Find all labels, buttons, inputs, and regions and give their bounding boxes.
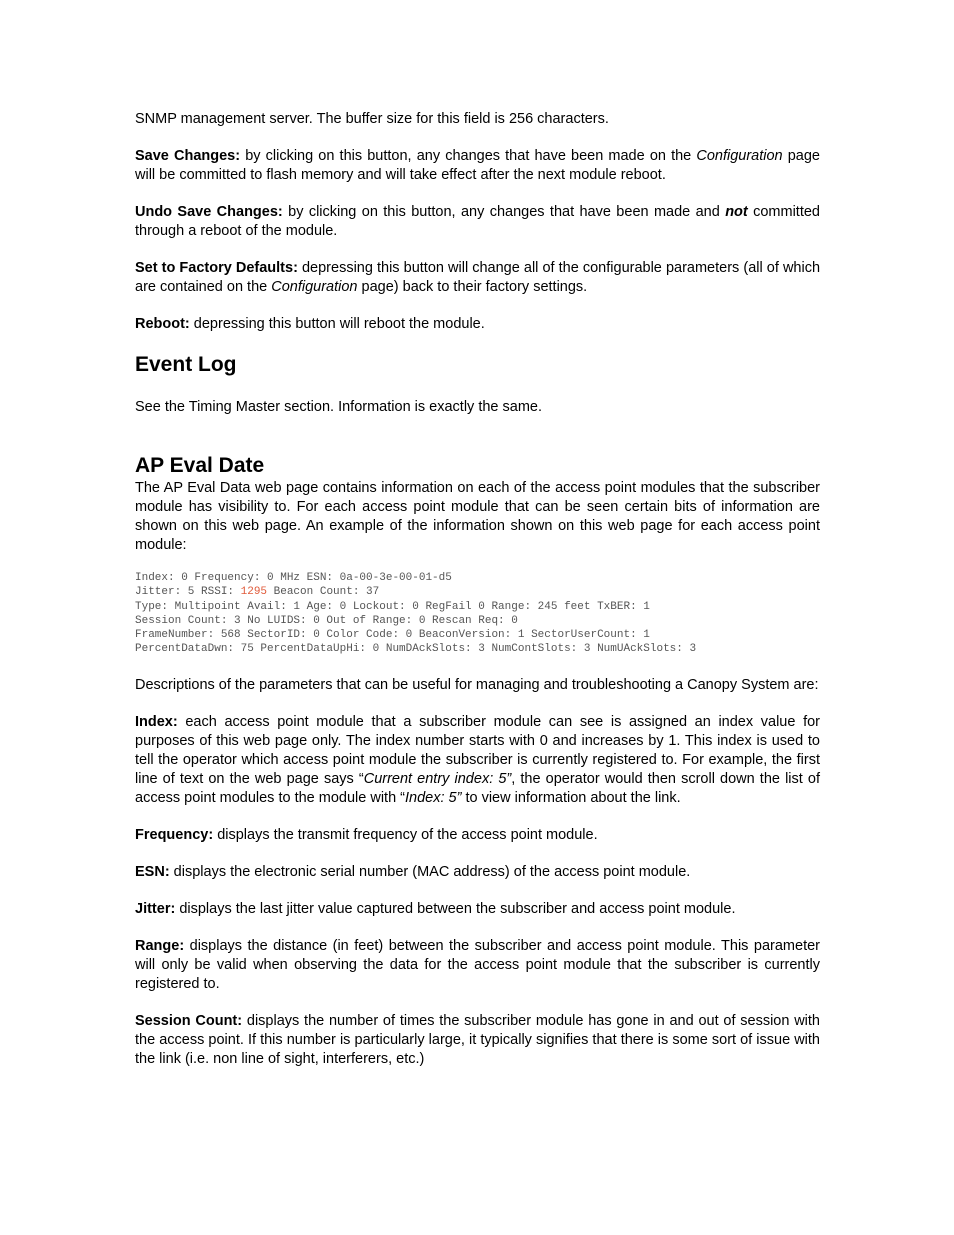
- document-page: [135, 110, 820, 1069]
- descriptions-paragraph: Descriptions of the parameters that can be useful for managing and troubleshooting a Canopy System are:: [135, 676, 819, 693]
- reboot-paragraph: Reboot: depressing this button will reboot the module.: [135, 316, 485, 332]
- term-range: Range:: [135, 937, 185, 954]
- ap-eval-paragraph: The AP Eval Data web page contains information on each of the access point modules that the subscriber module has visibility to. For each access point module that can be seen certain bits of information are shown on this web page. An example of the information shown on this web page for each access point module:: [135, 480, 820, 553]
- index-paragraph: Index: each access point module that a subscriber module can see is assigned an index value for purposes of this web page only. The index number starts with 0 and increases by 1. This index is used to tell the operator which access point module the subscriber is currently registered to. For example, the first line of text on the web page says “Current entry index: 5”, the operator would then scroll down the list of access point modules to the module with “Index: 5” to view information about the link.: [135, 713, 820, 806]
- term-frequency: Frequency:: [135, 826, 214, 843]
- event-log-heading: Event Log: [135, 353, 237, 376]
- rssi-value: 1295: [240, 586, 268, 599]
- range-paragraph: Range: displays the distance (in feet) between the subscriber and access point module. This parameter will only be valid when observing the data for the access point module that the subscriber is currently registered to.: [135, 937, 820, 992]
- jitter-paragraph: Jitter: displays the last jitter value captured between the subscriber and access point module.: [135, 900, 736, 917]
- ap-eval-sample-output: Index: 0 Frequency: 0 MHz ESN: 0a-00-3e-00-01-d5 Jitter: 5 RSSI: 1295 Beacon Count: 37 Type: Multipoint Avail: 1 Age: 0 Lockout: 0 RegFail 0 Range: 245 feet TxBER: 1 Session Count: 3 No LUIDS: 0 Out of Range: 0 Rescan Req: 0 FrameNumber: 568 SectorID: 0 Color Code: 0 BeaconVersion: 1 SectorUserCount: 1 PercentDataDwn: 75 PercentDataUpHi: 0 NumDAckSlots: 3 NumContSlots: 3 NumUAckSlots: 3: [135, 572, 697, 656]
- event-log-paragraph: See the Timing Master section. Information is exactly the same.: [135, 399, 542, 415]
- term-index: Index:: [135, 713, 178, 730]
- term-save-changes: Save Changes:: [135, 148, 241, 164]
- frequency-paragraph: Frequency: displays the transmit frequency of the access point module.: [135, 826, 598, 843]
- undo-save-changes-paragraph: Undo Save Changes: by clicking on this button, any changes that have been made and not committed through a reboot of the module.: [135, 204, 820, 239]
- term-undo-save-changes: Undo Save Changes:: [135, 204, 283, 220]
- session-count-paragraph: Session Count: displays the number of times the subscriber module has gone in and out of session with the access point. If this number is particularly large, it typically signifies that there is some sort of issue with the link (i.e. non line of sight, interferers, etc.): [135, 1012, 820, 1067]
- save-changes-paragraph: Save Changes: by clicking on this button, any changes that have been made on the Configuration page will be committed to flash memory and will take effect after the next module reboot.: [135, 148, 820, 183]
- factory-defaults-paragraph: Set to Factory Defaults: depressing this button will change all of the configurable parameters (all of which are contained on the Configuration page) back to their factory settings.: [135, 260, 821, 295]
- term-esn: ESN:: [135, 863, 170, 880]
- ap-eval-heading: AP Eval Date: [135, 454, 265, 477]
- term-factory-defaults: Set to Factory Defaults:: [135, 260, 298, 276]
- term-session-count: Session Count:: [135, 1012, 243, 1029]
- term-jitter: Jitter:: [135, 900, 176, 917]
- intro-paragraph: SNMP management server. The buffer size for this field is 256 characters.: [135, 111, 609, 127]
- esn-paragraph: ESN: displays the electronic serial number (MAC address) of the access point module.: [135, 863, 691, 880]
- term-reboot: Reboot:: [135, 316, 190, 332]
